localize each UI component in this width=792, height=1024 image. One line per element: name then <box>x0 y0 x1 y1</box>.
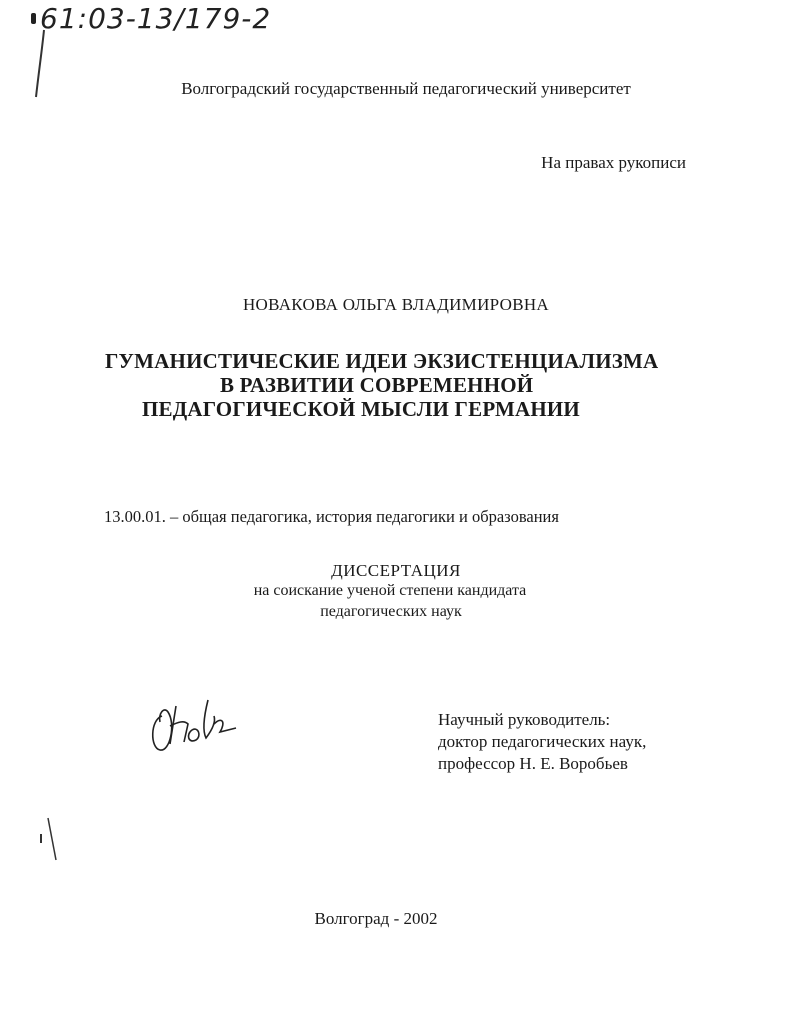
manuscript-note: На правах рукописи <box>541 153 686 172</box>
advisor-degree: доктор педагогических наук, <box>438 732 647 751</box>
author-name: НОВАКОВА ОЛЬГА ВЛАДИМИРОВНА <box>242 295 549 314</box>
title-line-3: ПЕДАГОГИЧЕСКОЙ МЫСЛИ ГЕРМАНИИ <box>142 397 580 421</box>
title-line-1: ГУМАНИСТИЧЕСКИЕ ИДЕИ ЭКЗИСТЕНЦИАЛИЗМА <box>105 349 659 373</box>
dissertation-subtitle-2-text: педагогических наук <box>320 603 462 620</box>
call-number: 61:03-13/179-2 <box>40 2 272 35</box>
specialty-code: 13.00.01. – общая педагогика, история педагогики и образования <box>104 507 559 526</box>
city-year-text: Волгоград - 2002 <box>314 909 438 928</box>
advisor-label: Научный руководитель: <box>438 710 611 729</box>
margin-tick <box>40 834 42 843</box>
dissertation-subtitle-1-text: на соискание ученой степени кандидата <box>253 582 527 599</box>
scan-mark <box>31 13 36 24</box>
title-line-2: В РАЗВИТИИ СОВРЕМЕННОЙ <box>220 373 534 397</box>
university-name-text: Волгоградский государственный педагогический университет <box>181 79 631 98</box>
advisor-block <box>438 709 646 775</box>
university-name <box>0 79 792 99</box>
city-year <box>0 909 792 929</box>
margin-stroke-mid <box>48 818 56 860</box>
dissertation-subtitle-2 <box>0 603 792 621</box>
signature <box>153 700 236 750</box>
advisor-name: профессор Н. Е. Воробьев <box>438 754 628 773</box>
dissertation-heading: ДИССЕРТАЦИЯ <box>331 561 461 580</box>
dissertation-subtitle-1 <box>0 582 792 600</box>
